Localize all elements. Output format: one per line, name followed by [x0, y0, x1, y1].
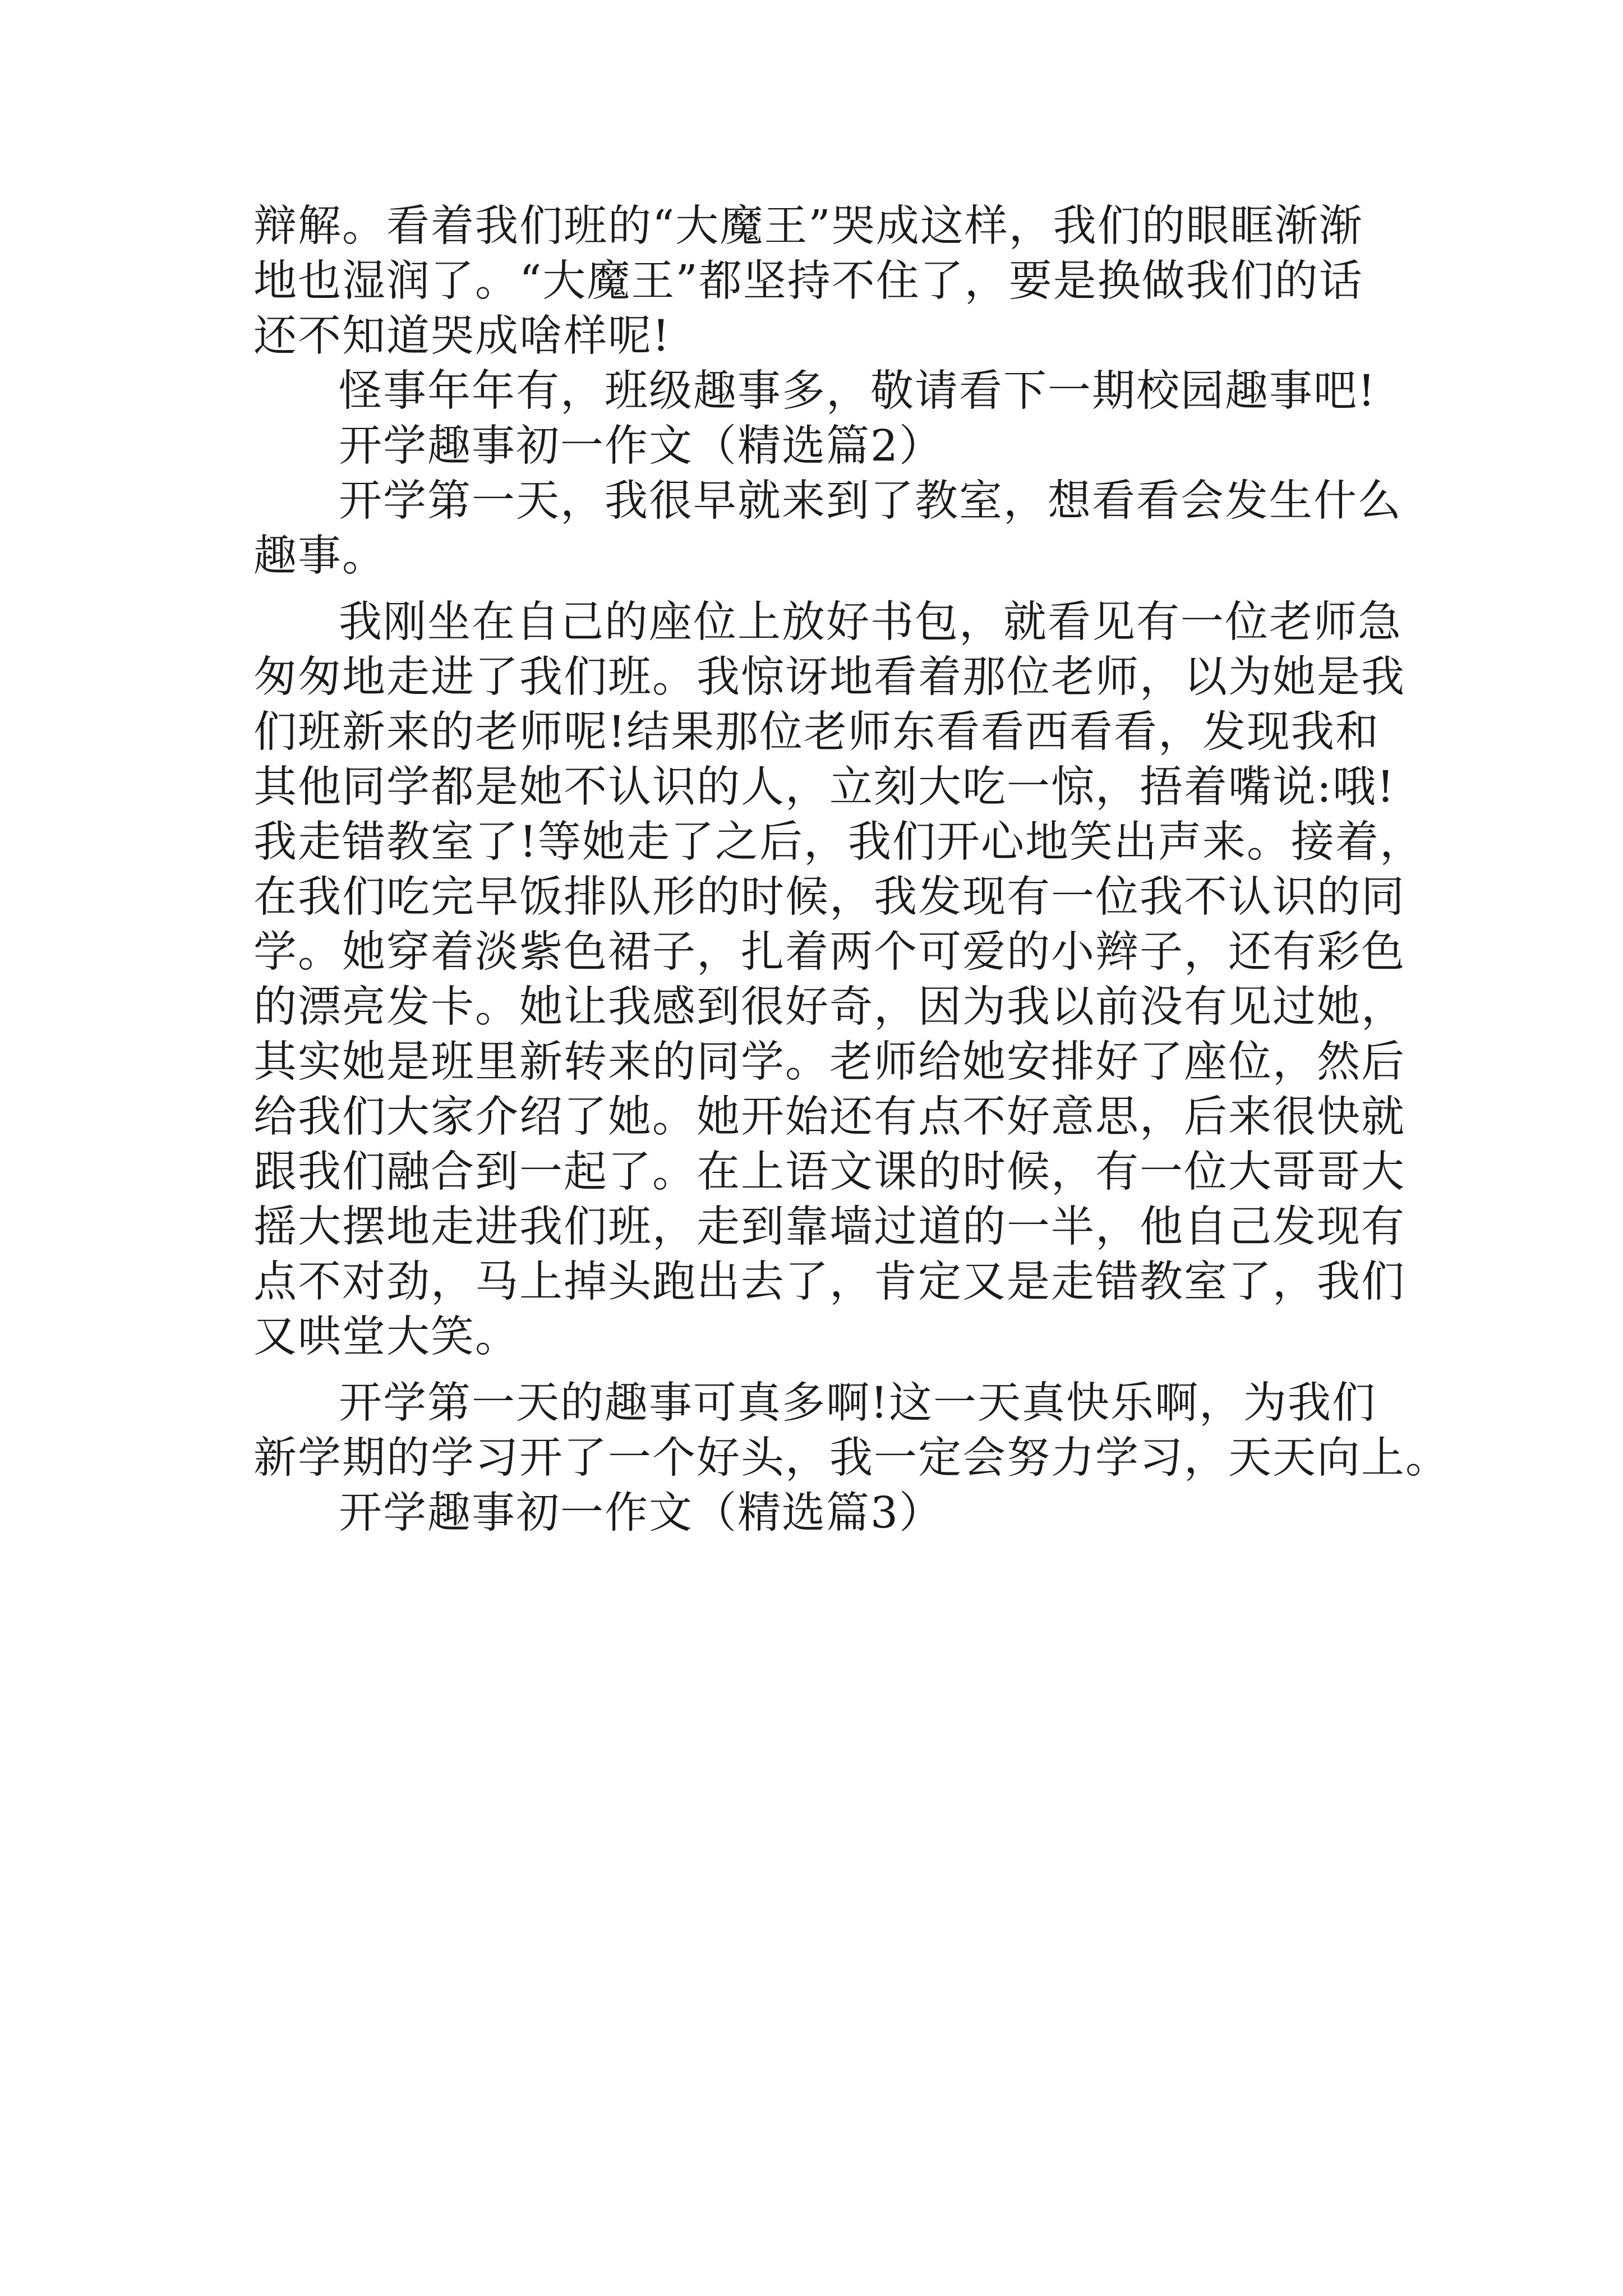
text-line: 点不对劲，马上掉头跑出去了，肯定又是走错教室了，我们: [253, 1257, 1405, 1307]
text-line: 辩解。看着我们班的“大魔王”哭成这样，我们的眼眶渐渐: [253, 201, 1363, 251]
section-heading: 开学趣事初一作文（精选篇3）: [339, 1488, 943, 1538]
text-line: 其他同学都是她不认识的人，立刻大吃一惊，捂着嘴说:哦!: [253, 762, 1395, 812]
text-line: 们班新来的老师呢!结果那位老师东看看西看看，发现我和: [253, 707, 1380, 757]
text-line: 地也湿润了。“大魔王”都坚持不住了，要是换做我们的话: [253, 256, 1363, 306]
text-line: 我刚坐在自己的座位上放好书包，就看见有一位老师急: [339, 597, 1402, 647]
text-line: 我走错教室了!等她走了之后，我们开心地笑出声来。接着，: [253, 817, 1424, 867]
section-heading: 开学趣事初一作文（精选篇2）: [339, 421, 943, 471]
text-line: 匆匆地走进了我们班。我惊讶地看着那位老师，以为她是我: [253, 652, 1405, 702]
text-line: 开学第一天的趣事可真多啊!这一天真快乐啊，为我们: [339, 1378, 1376, 1428]
text-line: 趣事。: [253, 531, 386, 581]
text-line: 的漂亮发卡。她让我感到很好奇，因为我以前没有见过她，: [253, 982, 1405, 1032]
text-line: 开学第一天，我很早就来到了教室，想看看会发生什么: [339, 476, 1402, 526]
text-line: 还不知道哭成啥样呢!: [253, 311, 671, 361]
text-line: 摇大摆地走进我们班，走到靠墙过道的一半，他自己发现有: [253, 1202, 1405, 1252]
text-line: 怪事年年有，班级趣事多，敬请看下一期校园趣事吧!: [339, 366, 1376, 416]
text-line: 新学期的学习开了一个好头，我一定会努力学习，天天向上。: [253, 1433, 1450, 1483]
text-line: 学。她穿着淡紫色裙子，扎着两个可爱的小辫子，还有彩色: [253, 927, 1405, 977]
document-body: [253, 199, 1450, 1541]
text-line: 其实她是班里新转来的同学。老师给她安排好了座位，然后: [253, 1037, 1405, 1087]
text-line: 在我们吃完早饭排队形的时候，我发现有一位我不认识的同: [253, 872, 1405, 922]
text-line: 给我们大家介绍了她。她开始还有点不好意思，后来很快就: [253, 1092, 1405, 1142]
text-line: 又哄堂大笑。: [253, 1312, 519, 1362]
text-line: 跟我们融合到一起了。在上语文课的时候，有一位大哥哥大: [253, 1147, 1405, 1197]
